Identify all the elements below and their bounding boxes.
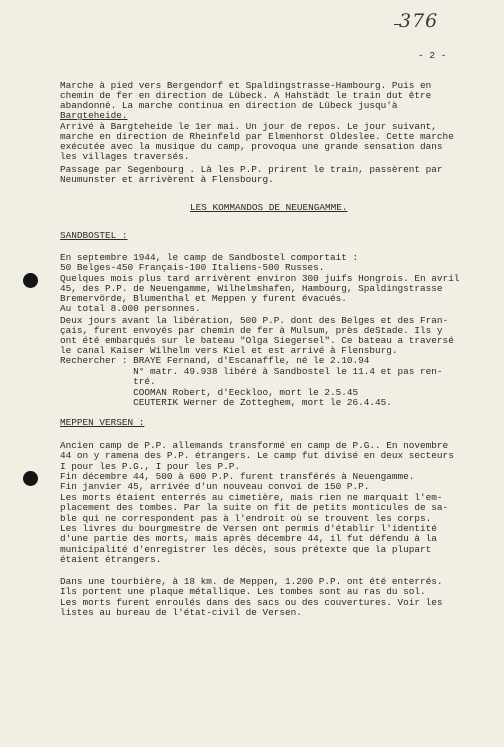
paragraph-1-line: Bargteheide. <box>60 110 128 121</box>
meppen-line: placement des tombes. Par la suite on fit de petits monticules de sa- <box>60 502 449 513</box>
sandbostel-heading: SANDBOSTEL : <box>60 230 128 241</box>
meppen-line: 44 on y ramena des P.P. étrangers. Le camp fut divisé en deux secteurs <box>60 450 454 461</box>
sandbostel-line: Rechercher : BRAYE Fernand, d'Escanaffle, né le 2.10.94 <box>60 355 370 366</box>
paragraph-1-line: abandonné. La marche continua en direction de Lübeck jusqu'à <box>60 100 398 111</box>
meppen-line: municipalité d'enregistrer les décès, sous prétexte que la plupart <box>60 544 432 555</box>
sandbostel-line: ont été embarqués sur le bateau "Olga Siegersel". Ce bateau a traversé <box>60 335 454 346</box>
paragraph-1-line: les villages traversés. <box>60 151 190 162</box>
sandbostel-line: Au total 8.000 personnes. <box>60 303 201 314</box>
paragraph-1-line: marche en direction de Rheinfeld par Elmenhorst Oldeslee. Cette marche <box>60 131 454 142</box>
sandbostel-line: çais, furent envoyés par chemin de fer à Mulsum, près deStade. Ils y <box>60 325 443 336</box>
punch-hole <box>23 471 38 486</box>
meppen-heading: MEPPEN VERSEN : <box>60 417 145 428</box>
meppen-line: ble qui ne correspondent pas à l'endroit où se trouvent les corps. <box>60 513 432 524</box>
sandbostel-line: Quelques mois plus tard arrivèrent environ 300 juifs Hongrois. En avril <box>60 273 460 284</box>
meppen-line: I pour les P.G., I pour les P.P. <box>60 461 241 472</box>
meppen-line: Dans une tourbière, à 18 km. de Meppen, 1.200 P.P. ont été enterrés. <box>60 576 443 587</box>
sandbostel-line: En septembre 1944, le camp de Sandbostel comportait : <box>60 252 359 263</box>
meppen-line: Les morts étaient enterrés au cimetière, mais rien ne marquait l'em- <box>60 492 443 503</box>
meppen-line: Les livres du bourgmestre de Versen ont permis d'établir l'identité <box>60 523 437 534</box>
meppen-line: Ils portent une plaque métallique. Les tombes sont au ras du sol. <box>60 586 426 597</box>
sandbostel-line: Bremervörde, Blumenthal et Meppen y furent évacués. <box>60 293 347 304</box>
meppen-line: étaient étrangers. <box>60 554 162 565</box>
meppen-line: Fin décembre 44, 500 à 600 P.P. furent transférés à Neuengamme. <box>60 471 415 482</box>
page-number: - 2 - <box>418 50 447 61</box>
punch-hole <box>23 273 38 288</box>
sandbostel-line: 45, des P.P. de Neuengamme, Wilhelmshafen, Hambourg, Spaldingstrasse <box>60 283 443 294</box>
paragraph-1-line: Neumunster et arrivèrent à Flensbourg. <box>60 174 274 185</box>
paragraph-1-line: chemin de fer en direction de Lübeck. A Hahstädt le train dut être <box>60 90 432 101</box>
sandbostel-line: N° matr. 49.938 libéré à Sandbostel le 11.4 et pas ren- <box>60 366 443 377</box>
meppen-line: listes au bureau de l'état-civil de Versen. <box>60 607 302 618</box>
meppen-line: Ancien camp de P.P. allemands transformé en camp de P.G.. En novembre <box>60 440 449 451</box>
handwritten-page-reference: 376 <box>399 10 439 32</box>
paragraph-1-line: Passage par Segenbourg . Là les P.P. prirent le train, passèrent par <box>60 164 443 175</box>
meppen-line: d'une partie des morts, mais après décembre 44, il fut défendu à la <box>60 533 437 544</box>
sandbostel-line: tré. <box>60 376 156 387</box>
paragraph-1-line: Arrivé à Bargteheide le 1er mai. Un jour de repos. Le jour suivant, <box>60 121 437 132</box>
section-title: LES KOMMANDOS DE NEUENGAMME. <box>190 202 348 213</box>
meppen-line: Fin janvier 45, arrivée d'un nouveau convoi de 150 P.P. <box>60 481 370 492</box>
meppen-line: Les morts furent enroulés dans des sacs ou des couvertures. Voir les <box>60 597 443 608</box>
sandbostel-line: CEUTERIK Werner de Zotteghem, mort le 26.4.45. <box>60 397 392 408</box>
sandbostel-line: COOMAN Robert, d'Eeckloo, mort le 2.5.45 <box>60 387 359 398</box>
sandbostel-line: le canal Kaiser Wilhelm vers Kiel et est arrivé à Flensburg. <box>60 345 398 356</box>
paragraph-1-line: exécutée avec la musique du camp, provoqua une grande sensation dans <box>60 141 443 152</box>
paragraph-1-line: Marche à pied vers Bergendorf et Spaldingstrasse-Hambourg. Puis en <box>60 80 432 91</box>
sandbostel-line: 50 Belges-450 Français-100 Italiens-500 Russes. <box>60 262 325 273</box>
sandbostel-line: Deux jours avant la libération, 500 P.P. dont des Belges et des Fran- <box>60 315 449 326</box>
